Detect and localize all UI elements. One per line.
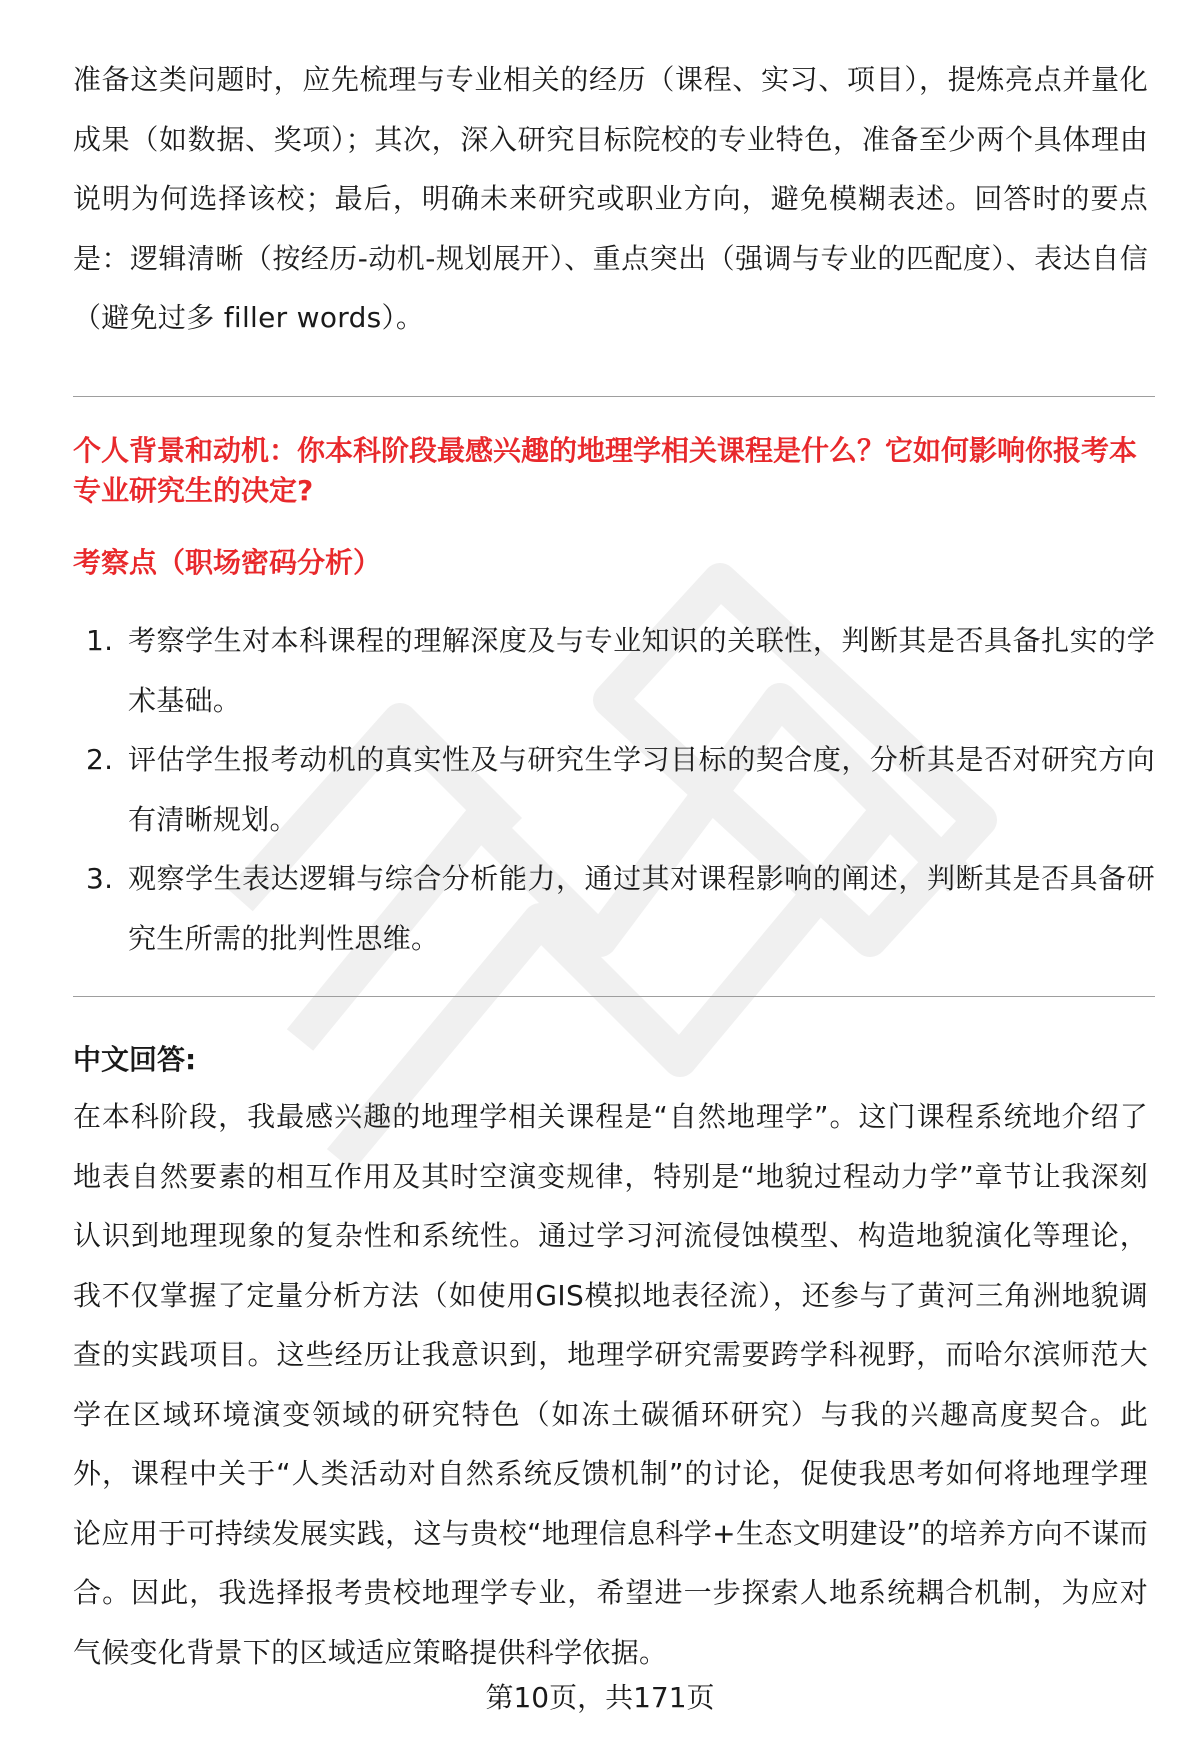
answer-title: 中文回答: [73, 1043, 197, 1076]
intro-paragraph: 准备这类问题时，应先梳理与专业相关的经历（课程、实习、项目），提炼亮点并量化成果（如数据、奖项）；其次，深入研究目标院校的专业特色，准备至少两个具体理由说明为何选择该校；最后，明确未来研究或职业方向，避免模糊表述。回答时的要点是：逻辑清晰（按经历-动机-规划展开）、重点突出（强调与专业的匹配度）、表达自信（避免过多 filler words）。 [73, 63, 1148, 334]
list-item [73, 611, 1155, 730]
list-item-number: 2. [86, 743, 114, 776]
list-item-text: 评估学生报考动机的真实性及与研究生学习目标的契合度，分析其是否对研究方向有清晰规划。 [128, 743, 1155, 836]
section-divider [73, 396, 1155, 397]
assessment-list [73, 611, 1155, 968]
list-item-text: 考察学生对本科课程的理解深度及与专业知识的关联性，判断其是否具备扎实的学术基础。 [128, 624, 1155, 717]
section-divider [73, 996, 1155, 997]
list-item-number: 3. [86, 862, 114, 895]
list-item-number: 1. [86, 624, 114, 657]
answer-paragraph: 在本科阶段，我最感兴趣的地理学相关课程是“自然地理学”。这门课程系统地介绍了地表自然要素的相互作用及其时空演变规律，特别是“地貌过程动力学”章节让我深刻认识到地理现象的复杂性和系统性。通过学习河流侵蚀模型、构造地貌演化等理论，我不仅掌握了定量分析方法（如使用GIS模拟地表径流），还参与了黄河三角洲地貌调查的实践项目。这些经历让我意识到，地理学研究需要跨学科视野，而哈尔滨师范大学在区域环境演变领域的研究特色（如冻土碳循环研究）与我的兴趣高度契合。此外，课程中关于“人类活动对自然系统反馈机制”的讨论，促使我思考如何将地理学理论应用于可持续发展实践，这与贵校“地理信息科学+生态文明建设”的培养方向不谋而合。因此，我选择报考贵校地理学专业，希望进一步探索人地系统耦合机制，为应对气候变化背景下的区域适应策略提供科学依据。 [73, 1100, 1148, 1669]
list-item [73, 849, 1155, 968]
question-heading: 个人背景和动机：你本科阶段最感兴趣的地理学相关课程是什么？它如何影响你报考本专业研究生的决定? [73, 434, 1138, 507]
list-item-text: 观察学生表达逻辑与综合分析能力，通过其对课程影响的阐述，判断其是否具备研究生所需的批判性思维。 [128, 862, 1155, 955]
assessment-title: 考察点（职场密码分析） [73, 546, 382, 579]
list-item [73, 730, 1155, 849]
page-number-footer: 第10页，共171页 [485, 1681, 715, 1714]
